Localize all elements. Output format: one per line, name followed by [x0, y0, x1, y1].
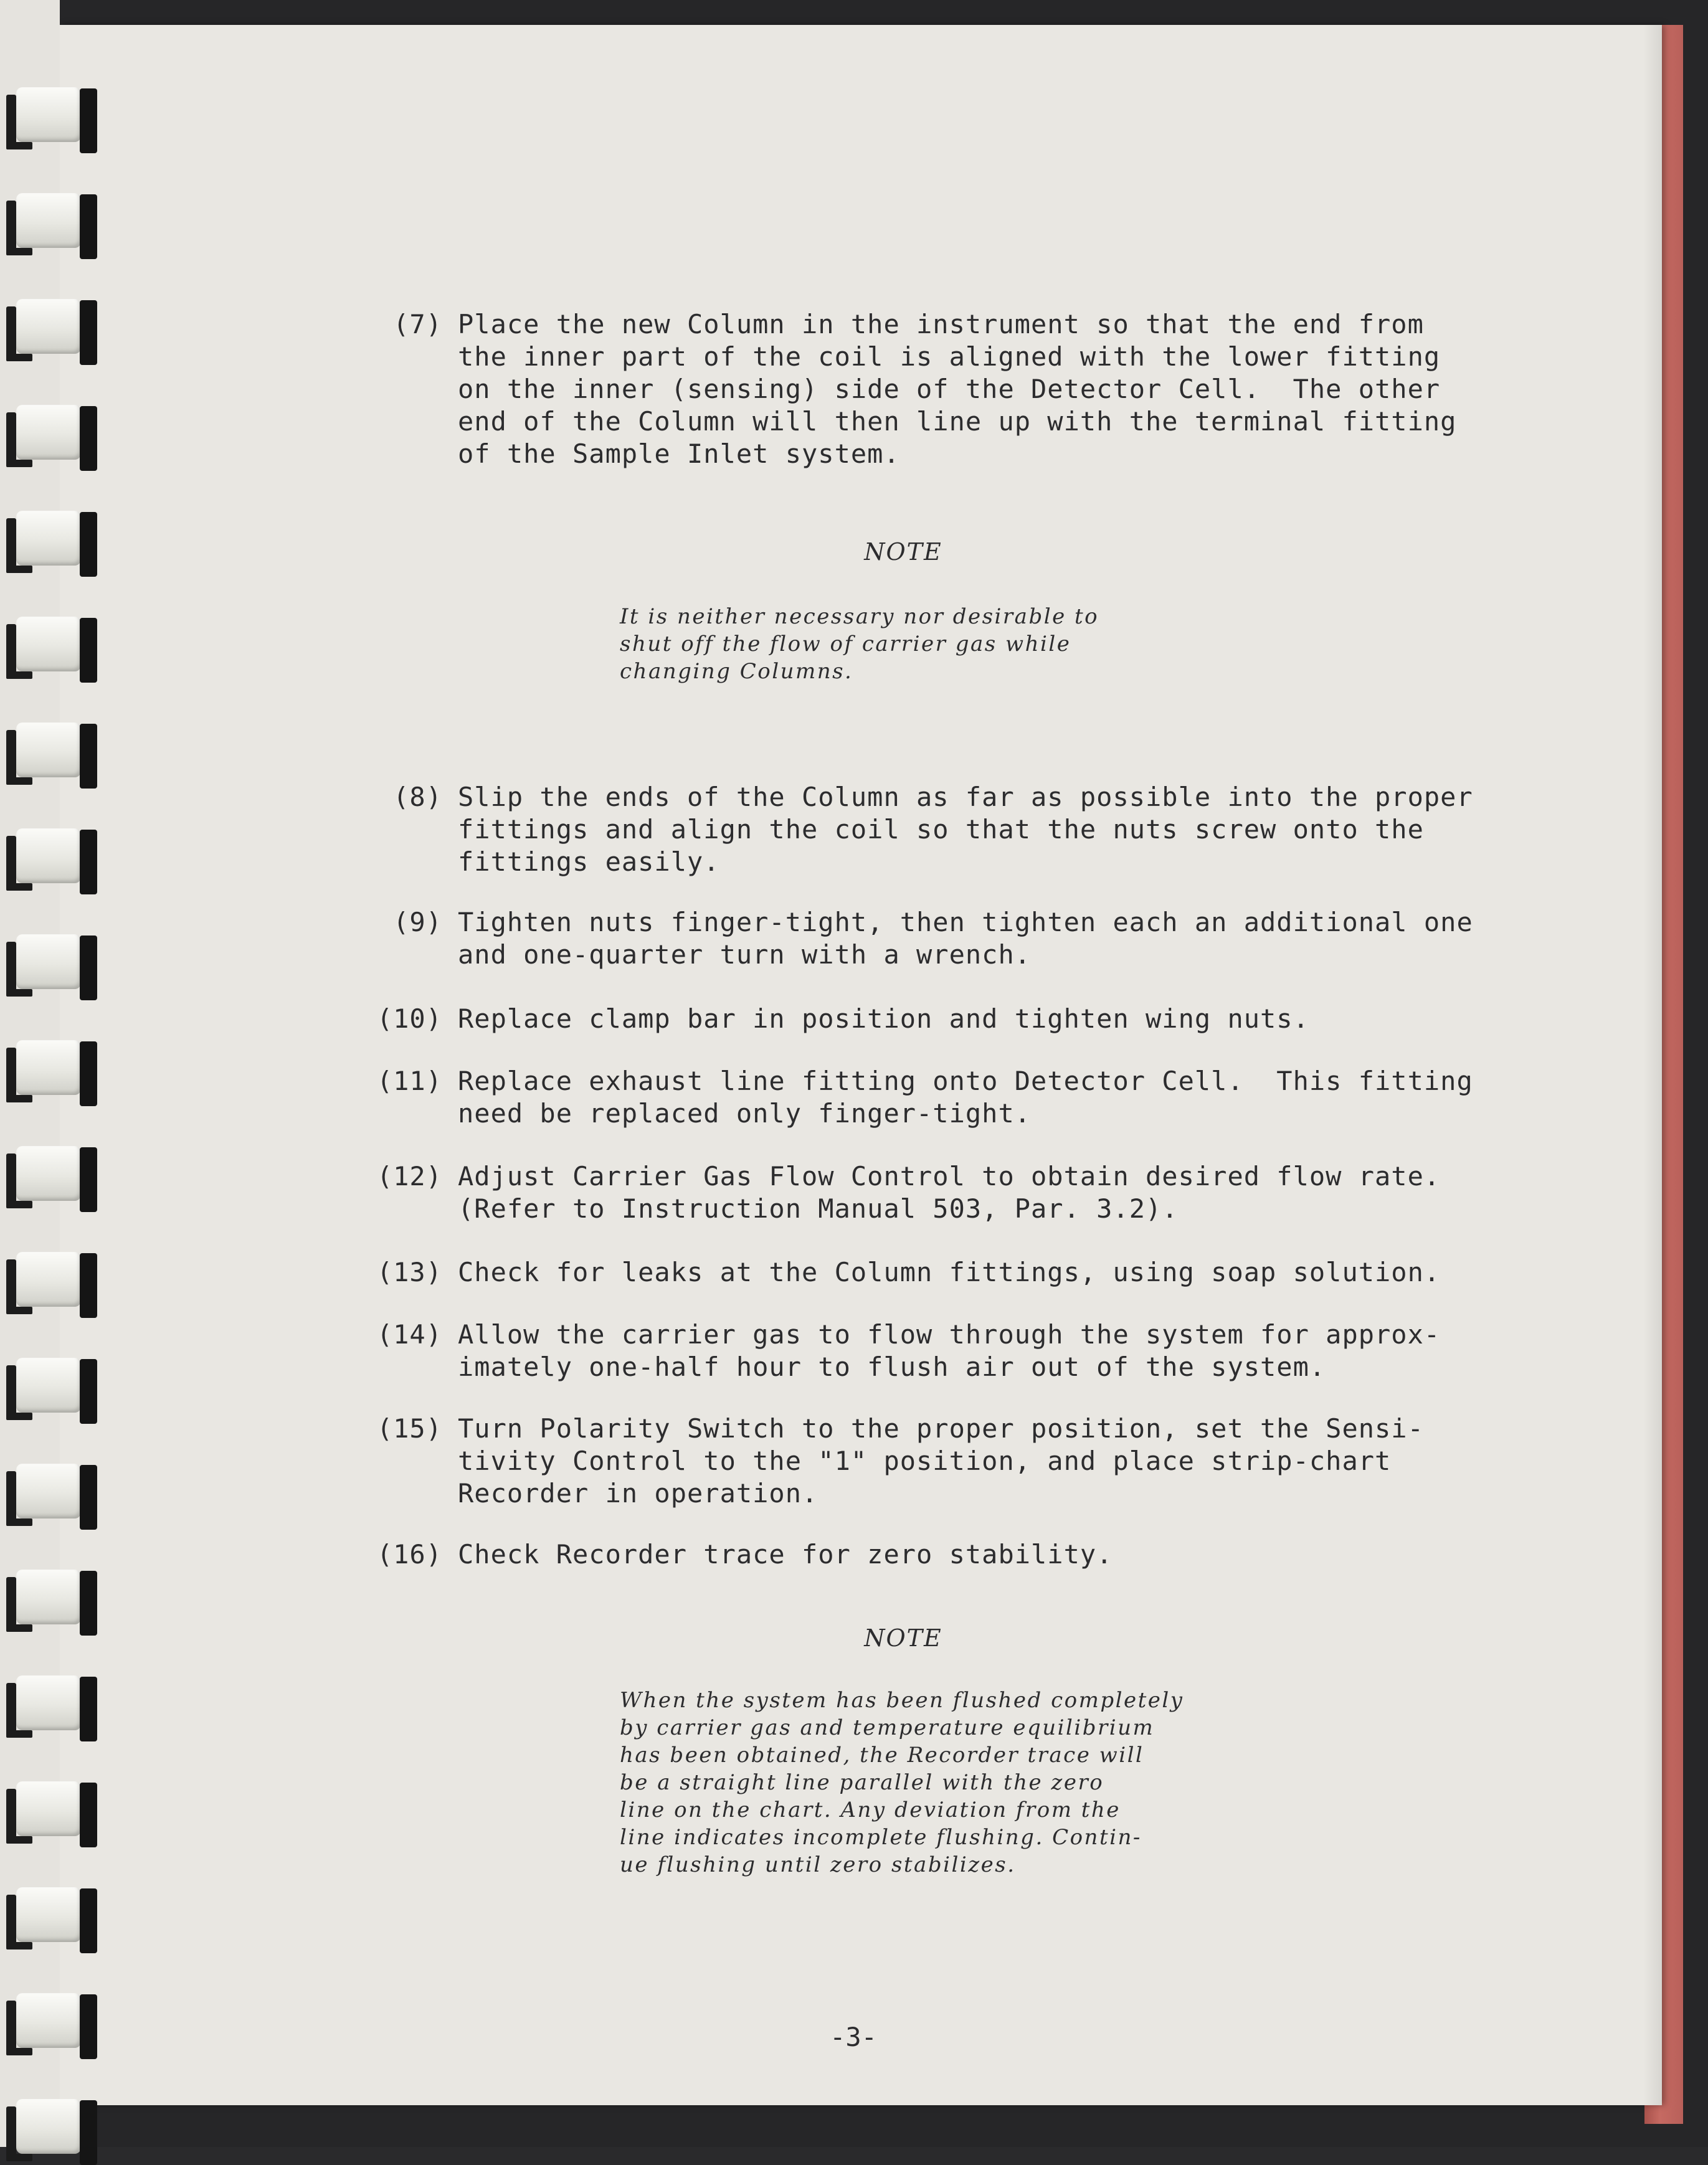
step-line: (Refer to Instruction Manual 503, Par. 3.2). — [458, 1193, 1179, 1224]
note-line: When the system has been flushed completely — [620, 1688, 1184, 1713]
step-line: imately one-half hour to flush air out of the system. — [458, 1352, 1326, 1382]
step-text — [458, 1413, 1554, 1510]
note-line: has been obtained, the Recorder trace will — [620, 1743, 1144, 1768]
note-line: ue flushing until zero stabilizes. — [620, 1852, 1016, 1877]
step-text — [458, 1003, 1554, 1035]
note-line: line indicates incomplete flushing. Contin- — [620, 1825, 1142, 1850]
step-line: Replace clamp bar in position and tighten wing nuts. — [458, 1003, 1309, 1034]
step-line: and one-quarter turn with a wrench. — [458, 939, 1032, 970]
note-line: be a straight line parallel with the zero — [620, 1770, 1104, 1795]
step-line: fittings easily. — [458, 846, 720, 877]
step-line: Tighten nuts finger-tight, then tighten each an additional one — [458, 907, 1473, 937]
note-line: line on the chart. Any deviation from the — [620, 1798, 1121, 1822]
note-body — [620, 603, 1243, 685]
step-number: (16) — [376, 1539, 442, 1570]
step-line: Adjust Carrier Gas Flow Control to obtain desired flow rate. — [458, 1161, 1441, 1191]
step-number: (13) — [376, 1257, 442, 1287]
note-title: NOTE — [864, 1624, 942, 1652]
step-text — [458, 906, 1554, 971]
step-number: (7) — [393, 309, 442, 339]
step-number: (12) — [376, 1161, 442, 1191]
step-number: (9) — [393, 907, 442, 937]
step-number: (10) — [376, 1003, 442, 1034]
step-line: fittings and align the coil so that the nuts screw onto the — [458, 814, 1424, 845]
step-number: (14) — [376, 1319, 442, 1350]
note-line: It is neither necessary nor desirable to — [620, 604, 1099, 629]
step-line: tivity Control to the "1" position, and place strip-chart — [458, 1446, 1392, 1476]
step-text — [458, 1065, 1554, 1130]
step-text — [458, 308, 1554, 470]
step-line: of the Sample Inlet system. — [458, 438, 900, 469]
note-title: NOTE — [864, 538, 942, 566]
step-text — [458, 781, 1554, 878]
step-text — [458, 1319, 1554, 1383]
step-line: Allow the carrier gas to flow through the system for approx- — [458, 1319, 1441, 1350]
step-line: need be replaced only finger-tight. — [458, 1098, 1032, 1129]
step-line: Replace exhaust line fitting onto Detector Cell. This fitting — [458, 1066, 1473, 1096]
note-body — [620, 1687, 1243, 1878]
step-line: Recorder in operation. — [458, 1478, 818, 1509]
step-line: Check for leaks at the Column fittings, using soap solution. — [458, 1257, 1441, 1287]
step-line: on the inner (sensing) side of the Detector Cell. The other — [458, 374, 1441, 404]
note-line: by carrier gas and temperature equilibrium — [620, 1715, 1155, 1740]
step-line: Place the new Column in the instrument so that the end from — [458, 309, 1424, 339]
step-line: Check Recorder trace for zero stability. — [458, 1539, 1113, 1570]
step-number: (15) — [376, 1413, 442, 1444]
step-line: Slip the ends of the Column as far as possible into the proper — [458, 782, 1473, 812]
step-line: end of the Column will then line up with the terminal fitting — [458, 406, 1457, 437]
step-number: (11) — [376, 1066, 442, 1096]
step-text — [458, 1160, 1554, 1225]
step-text — [458, 1538, 1554, 1571]
note-line: shut off the flow of carrier gas while — [620, 632, 1071, 656]
step-line: the inner part of the coil is aligned with the lower fitting — [458, 341, 1441, 372]
note-line: changing Columns. — [620, 659, 853, 684]
step-line: Turn Polarity Switch to the proper position, set the Sensi- — [458, 1413, 1424, 1444]
page-number: -3- — [830, 2022, 877, 2052]
step-text — [458, 1256, 1554, 1289]
step-number: (8) — [393, 782, 442, 812]
